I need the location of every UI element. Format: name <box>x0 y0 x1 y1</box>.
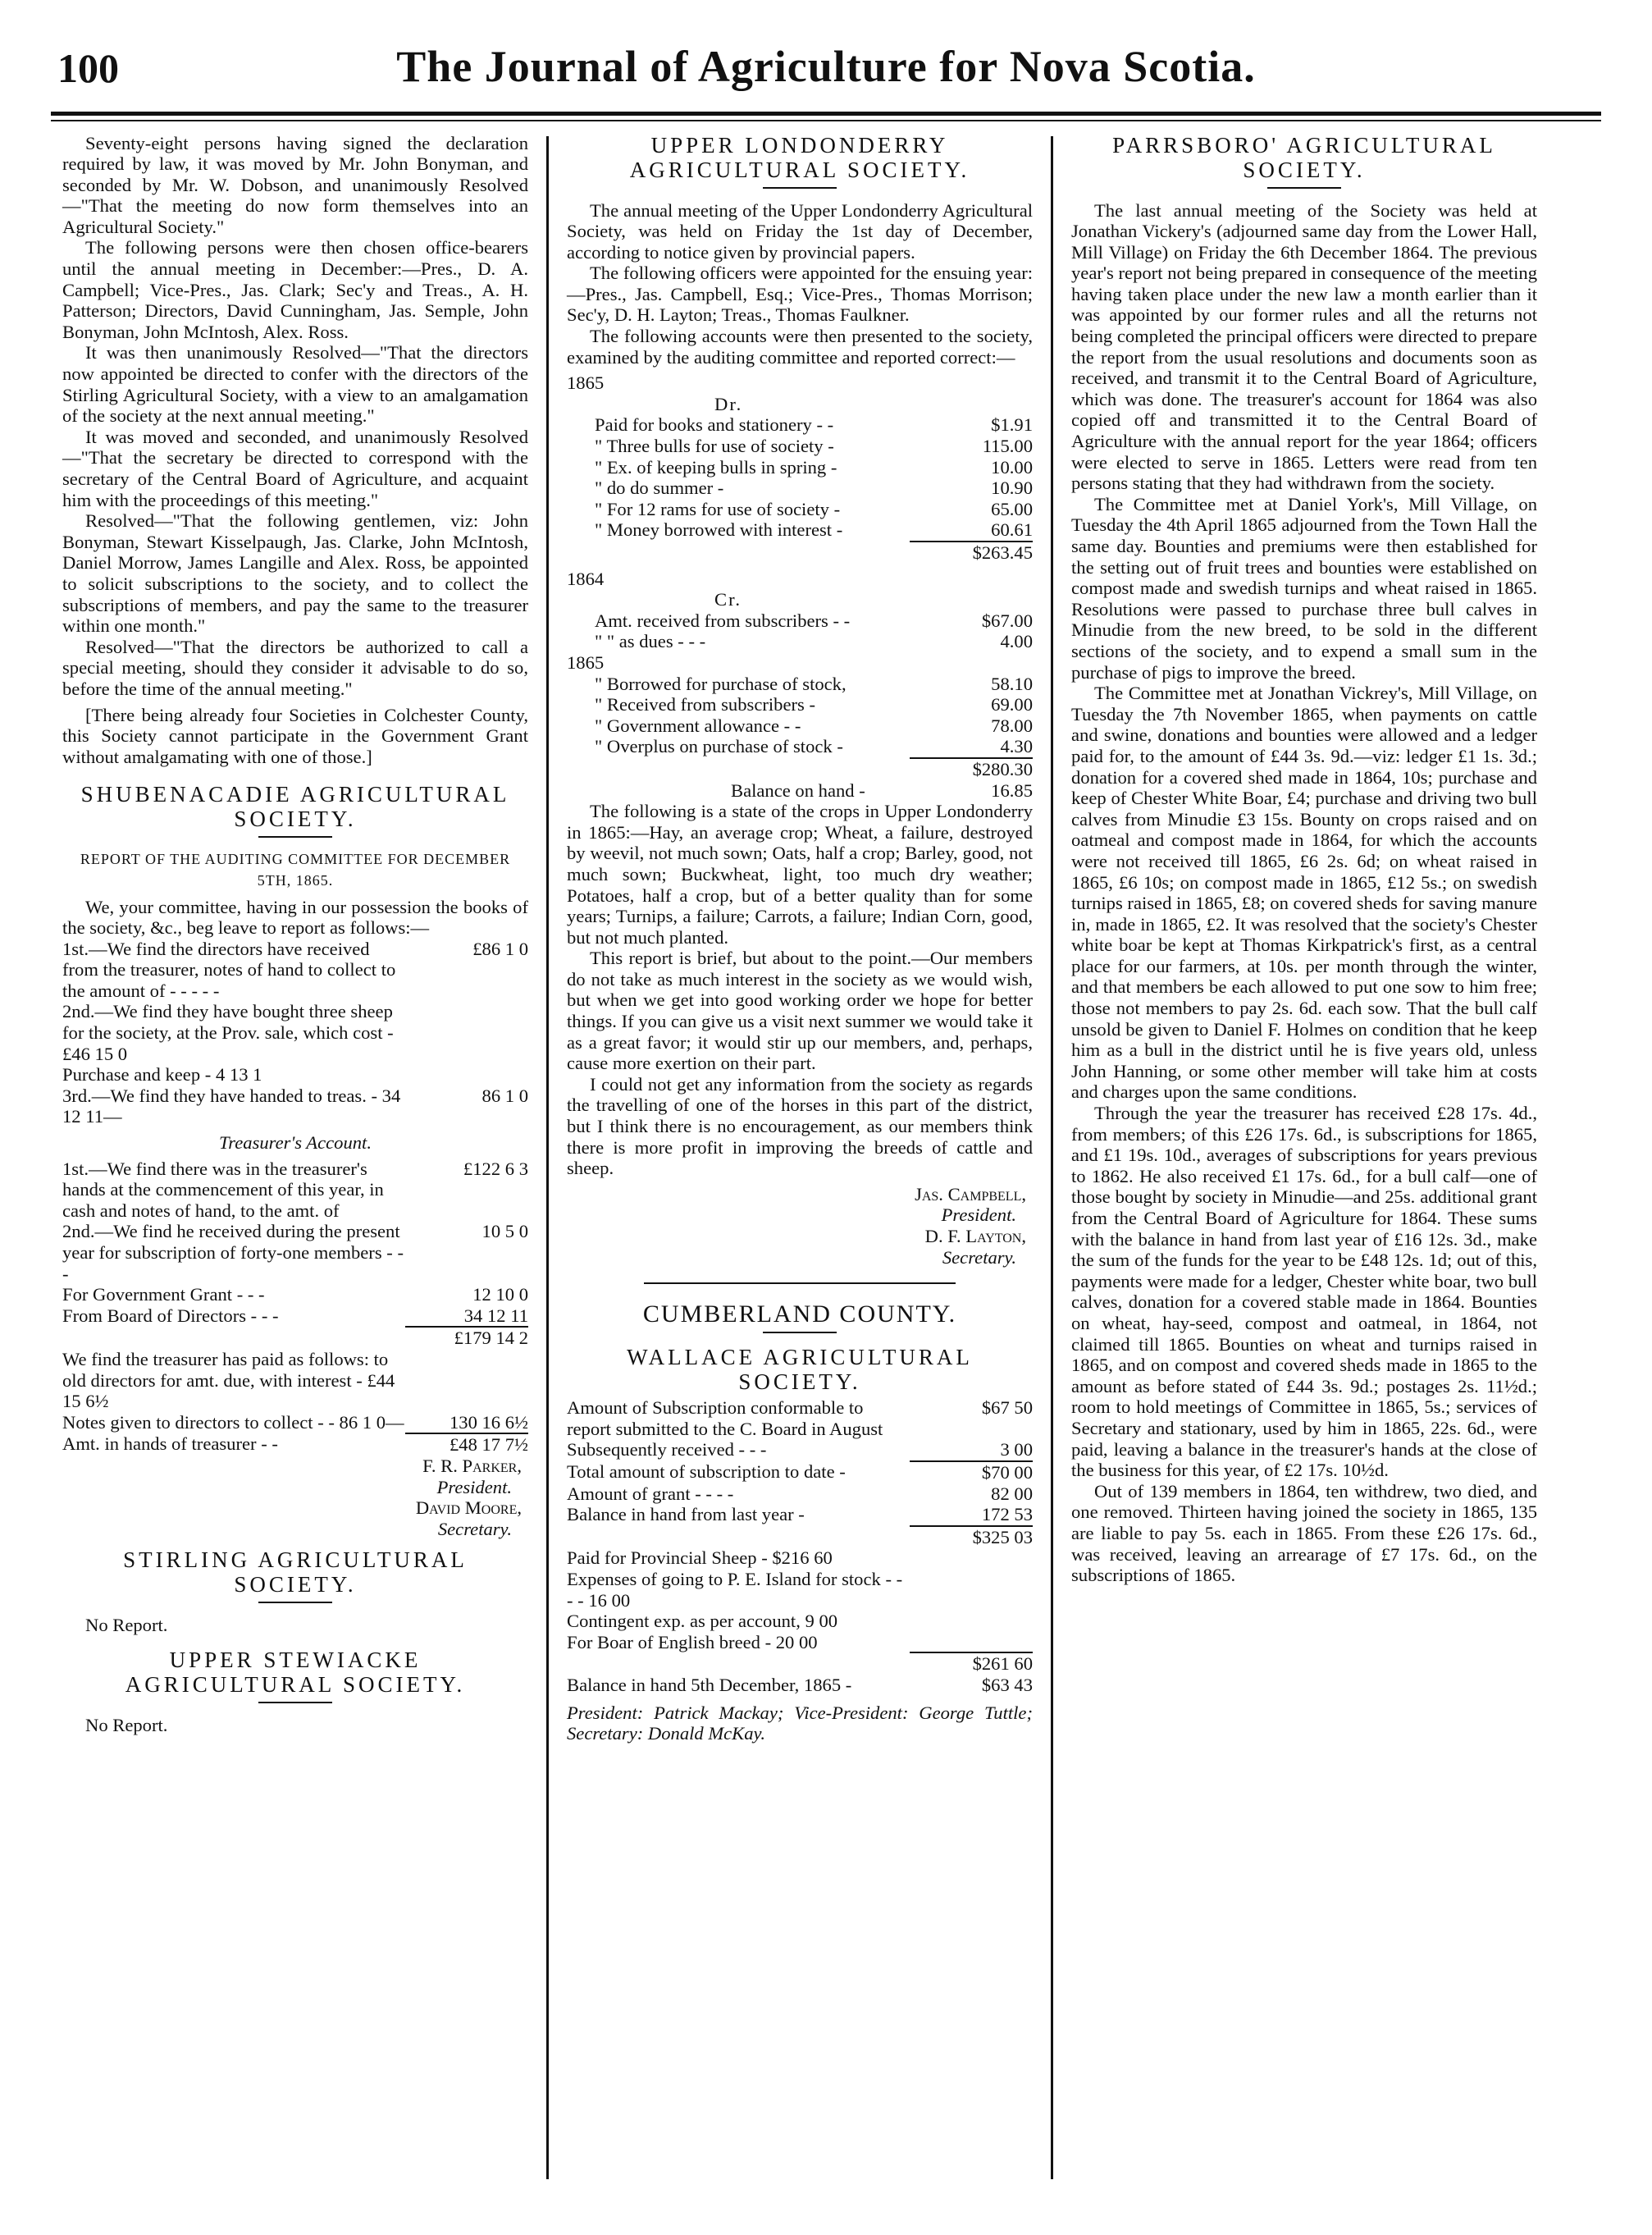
county-heading: CUMBERLAND COUNTY. <box>642 1300 957 1328</box>
signatory-role: President. <box>941 1204 1016 1226</box>
paragraph: Out of 139 members in 1864, ten withdrew, two died, and one removed. Thirteen having joined the society in 1865, 135 are liable to pay 5s. each in 1865. From these £26 17s. 6d., was received, leaving an arrearage of £7 17s. 6d., on the subscriptions of 1865. <box>1071 1480 1537 1586</box>
section-heading: WALLACE AGRICULTURAL SOCIETY. <box>627 1345 973 1395</box>
paragraph: Resolved—"That the directors be authorized to call a special meeting, should they consider it advisable to do so, before the time of the annual meeting." <box>62 636 528 699</box>
paragraph: I could not get any information from the society as regards the travelling of one of the horses in this part of the district, but I think there is no encouragement, as our members think there is more profit in improving the breeds of cattle and sheep. <box>567 1073 1033 1179</box>
paragraph: The Committee met at Daniel York's, Mill Village, on Tuesday the 4th April 1865 adjourned from the Town Hall the same day. Bounties and premiums were then established for the setting out of fruit trees and bounties were established on compost made and swedish turnips and wheat raised in 1865. Resolutions were passed to purchase three bull calves in Minudie from the new breed, to be sold in the different sections of the society, and to expend a small sum in the purchase of pigs to improve the breed. <box>1071 493 1537 683</box>
total-amount: $280.30 <box>910 758 1033 780</box>
total-row <box>567 1526 1033 1548</box>
paragraph: Through the year the treasurer has received £28 17s. 4d., from members; of this £26 17s. 6d., is subscriptions for 1865, and £1 19s. 10d., averages of subscriptions for years previous to 1862. He also received £1 17s. 6d., for a bull calf—one of those bought by society in Minudie—and 25s. additional grant from the Central Board of Agriculture for 1864. These sums with the balance in hand from last year of £16 12s. 3d., make the sum of the funds for the year to be £48 12s. 1d; out of this, payments were made for a ledger, Chester white boar, two bull calves, donation for a covered stable made in 1864. Bounties on wheat, hay-seed, compost and oatmeal, in 1864, not claimed till 1865. Bounties on wheat and turnips raised in 1865, and on compost and covered sheds made in 1865 to the amount as before stated of £44 3s. 9d.; postages 2s. 11½d.; room to hold meetings of Committee in 1865, 5s.; services of Secretary and stationary, used by him in 1865, 22s. 6d., were paid, leaving a balance in the treasurer's hands at the close of the business for this year, of £2 17s. 10½d. <box>1071 1103 1537 1481</box>
balance-row <box>567 780 1033 802</box>
paragraph: The Committee met at Jonathan Vickrey's, Mill Village, on Tuesday the 7th November 1865, when payments on cattle and swine, donations and bounties were allowed and a ledger paid for, to the amount of £44 3s. 9d.—viz: ledger £1 1s. 3d.; donation for a covered shed made in 1864, 10s; purchase and keep of Chester White Boar, £4; purchase and driving two bull calves from Minudie £3 15s. Bounty on crops raised and on oatmeal and compost made in 1864, for which the accounts were not received till 1865, £6 2s. 6d; on wheat raised in 1865, £6 10s; on compost made in 1865, £12 5s.; on swedish turnips raised in 1865, £8; on covered sheds for saving manure in, made in 1865, £2. It was resolved that the society's Chester white boar be kept at Thomas Kirkpatrick's first, as a central place for our farmers, at 10s. per month through the winter, and that members be each allowed to put one sow to him free; those not members to pay 2s. 6d. each sow. That the bull calf unsold be given to Daniel F. Holmes on condition that he keep him as a bull in the district until he is five years old, unless John Hanning, or some other member will take him at costs and charges upon the same conditions. <box>1071 683 1537 1103</box>
row-amount: 10.90 <box>991 478 1033 499</box>
table-row <box>567 1397 1033 1439</box>
table-row <box>567 478 1033 499</box>
paragraph: The annual meeting of the Upper Londonderry Agricultural Society, was held on Friday the 1st day of December, according to notice given by provincial papers. <box>567 199 1033 263</box>
column-rule <box>546 136 549 2179</box>
row-amount: 4.00 <box>1000 631 1033 652</box>
signatory-name: David Moore, <box>415 1497 522 1519</box>
total-row <box>567 758 1033 780</box>
paragraph: This report is brief, but about to the point.—Our members do not take as much interest in the society as we would wish, but when we get into good working order we hope for better things. If you can give us a visit next summer we would take it as a great favor; it would stir up our members, and, perhaps, cause more exertion on their part. <box>567 948 1033 1074</box>
total-amount: $325 03 <box>910 1526 1033 1548</box>
row-amount: 86 1 0 <box>481 1085 528 1106</box>
table-row <box>62 1086 528 1127</box>
total-amount: £179 14 2 <box>405 1327 528 1349</box>
column-3 <box>1060 125 1549 2192</box>
dr-account-table <box>567 372 1033 563</box>
row-text: Amount of Subscription conformable to report submitted to the C. Board in August <box>567 1397 883 1439</box>
section-rule <box>763 187 837 189</box>
table-row <box>567 1611 1033 1632</box>
row-amount: 12 10 0 <box>472 1284 528 1305</box>
row-amount: 69.00 <box>991 694 1033 715</box>
row-amount: 130 16 6½ <box>449 1411 528 1433</box>
balance-row <box>62 1433 528 1456</box>
balance-label: Amt. in hands of treasurer - - <box>62 1433 278 1455</box>
wallace-account-table <box>567 1397 1033 1695</box>
section-heading: SHUBENACADIE AGRICULTURAL SOCIETY. <box>80 782 510 832</box>
row-text: 3rd.—We find they have handed to treas. - 34 12 11— <box>62 1085 401 1127</box>
row-amount: 34 12 11 <box>463 1305 528 1326</box>
total-amount: $263.45 <box>910 542 1033 564</box>
balance-amount: 16.85 <box>991 779 1033 801</box>
table-row <box>567 589 1033 610</box>
section-rule <box>1267 187 1341 189</box>
table-row <box>567 1632 1033 1653</box>
table-row <box>62 1412 528 1434</box>
cr-account-table <box>567 569 1033 802</box>
row-amount: 60.61 <box>991 519 1033 541</box>
row-text: Amt. received from subscribers - - <box>595 610 851 631</box>
row-text: " Money borrowed with interest - <box>595 519 843 541</box>
row-text: Contingent exp. as per account, 9 00 <box>567 1611 838 1632</box>
row-text: 2nd.—We find he received during the present year for subscription of forty-one members - - - <box>62 1221 404 1284</box>
paragraph: It was then unanimously Resolved—"That the directors now appointed be directed to confer with the directors of the Stirling Agricultural Society, with a view to an amalgamation of the society at the next annual meeting." <box>62 342 528 427</box>
table-row <box>567 1504 1033 1526</box>
auditing-table <box>62 939 528 1127</box>
signatory-role: Secretary. <box>942 1246 1016 1268</box>
table-row <box>62 1349 528 1412</box>
total-row <box>567 542 1033 564</box>
table-row <box>567 736 1033 758</box>
signatory-name: D. F. Layton, <box>924 1226 1026 1246</box>
section-subheading: REPORT OF THE AUDITING COMMITTEE FOR DECEMBER 5TH, 1865. <box>80 851 511 889</box>
section-rule <box>258 1602 332 1603</box>
total-row <box>62 1327 528 1349</box>
table-row <box>567 414 1033 436</box>
row-amount: $67.00 <box>981 610 1033 631</box>
row-text: Expenses of going to P. E. Island for stock - - - - 16 00 <box>567 1568 903 1611</box>
section-heading: PARRSBORO' AGRICULTURAL SOCIETY. <box>1112 132 1496 182</box>
table-row <box>567 1483 1033 1505</box>
row-text: Notes given to directors to collect - - 86 1 0— <box>62 1411 404 1433</box>
table-row <box>567 569 1033 590</box>
row-amount: £86 1 0 <box>472 938 528 959</box>
row-amount <box>405 1349 528 1412</box>
row-text: For Boar of English breed - 20 00 <box>567 1631 818 1652</box>
row-text: " Government allowance - - <box>595 715 801 736</box>
column-2 <box>555 125 1044 2192</box>
row-text: Purchase and keep - 4 13 1 <box>62 1064 262 1086</box>
total-amount: $261 60 <box>910 1652 1033 1675</box>
paragraph: It was moved and seconded, and unanimously Resolved—"That the secretary be directed to correspond with the secretary of the Central Board of Agriculture, and acquaint him with the proceedings of this meeting." <box>62 426 528 510</box>
columns <box>51 125 1601 2192</box>
officers-line: President: Patrick Mackay; Vice-President: George Tuttle; Secretary: Donald McKay. <box>567 1702 1033 1744</box>
paragraph: The last annual meeting of the Society was held at Jonathan Vickery's (adjourned same day from the Lower Hall, Mill Village) on Friday the 6th December 1864. The previous year's report not being prepared in consequence of the meeting having taken place under the new law a month earlier than it was appointed by our former rules and all the returns not being completed the principal officers were directed to prepare the report from the usual resolutions and documents soon as received, and transmit it to the Central Board of Agriculture, which was done. The treasurer's account for 1864 was also copied off and transmitted it to the Central Board of Agriculture with the annual report for the year 1864; officers were elected to serve in 1865. Letters were read from ten persons stating that they had withdrawn from the society. <box>1071 199 1537 494</box>
row-amount: $1.91 <box>991 414 1033 436</box>
balance-amount: $63 43 <box>981 1674 1033 1695</box>
table-row <box>62 1284 528 1305</box>
table-row <box>567 519 1033 542</box>
table-row <box>62 1221 528 1284</box>
section-rule <box>258 1702 332 1703</box>
paragraph: No Report. <box>85 1714 168 1735</box>
row-text: From Board of Directors - - - <box>62 1305 279 1326</box>
table-row <box>62 1159 528 1222</box>
row-text: " For 12 rams for use of society - <box>595 498 841 519</box>
running-head: The Journal of Agriculture for Nova Scotia. <box>396 42 1256 91</box>
row-amount: 115.00 <box>982 436 1033 457</box>
paragraph: The following is a state of the crops in Upper Londonderry in 1865:—Hay, an average crop; Wheat, a failure, destroyed by weevil, not much sown; Oats, half a crop; Barley, good, not much sown; Buckwheat, light, too much dry weather; Potatoes, half a crop, but of a better quality than for some years; Turnips, a failure; Carrots, a failure; Indian Corn, good, but not much planted. <box>567 801 1033 948</box>
row-text: Subsequently received - - - <box>567 1439 767 1460</box>
paragraph: We, your committee, having in our possession the books of the society, &c., beg leave to report as follows:— <box>62 896 528 939</box>
column-rule <box>1051 136 1053 2179</box>
balance-label: Balance on hand - <box>731 779 865 801</box>
year: 1864 <box>567 568 605 589</box>
table-row <box>62 939 528 1002</box>
table-row <box>567 499 1033 520</box>
section-heading: UPPER LONDONDERRY AGRICULTURAL SOCIETY. <box>629 132 970 182</box>
paragraph: Resolved—"That the following gentlemen, viz: John Bonyman, Stewart Kisselpaugh, Jas. Clarke, John McIntosh, Daniel Morrow, James Langille and Alex. Ross, be appointed to solicit subscriptions to the society, and to collect the subscriptions of members, and pay the same to the treasurer within one month." <box>62 510 528 637</box>
row-amount: 172 53 <box>981 1504 1033 1525</box>
row-amount <box>405 1064 528 1086</box>
row-text: " Overplus on purchase of stock - <box>595 736 843 757</box>
table-row <box>567 715 1033 737</box>
table-row <box>62 1001 528 1064</box>
table-row <box>567 652 1033 674</box>
balance-amount: £48 17 7½ <box>405 1433 528 1456</box>
row-text: " " as dues - - - <box>595 631 706 652</box>
row-amount: £122 6 3 <box>463 1158 528 1179</box>
row-amount <box>405 1001 528 1064</box>
row-text: 1st.—We find the directors have received from the treasurer, notes of hand to collect to the amount of - - - - - <box>62 938 396 1001</box>
row-text: Balance in hand from last year - <box>567 1504 805 1525</box>
editor-note: [There being already four Societies in Colchester County, this Society cannot participate in the Government Grant without amalgamating with one of those.] <box>62 704 528 767</box>
row-amount: $70 00 <box>910 1461 1033 1483</box>
row-amount: 65.00 <box>991 498 1033 519</box>
treasurer-table <box>62 1159 528 1456</box>
table-row <box>567 1547 1033 1569</box>
row-amount: 78.00 <box>991 715 1033 736</box>
signatory-role: President. <box>436 1476 512 1497</box>
year: 1865 <box>567 372 605 394</box>
year: 1865 <box>567 651 605 673</box>
row-text: Paid for books and stationery - - <box>595 414 834 436</box>
table-row <box>567 372 1033 394</box>
total-row <box>567 1652 1033 1675</box>
row-amount: $67 50 <box>981 1397 1033 1419</box>
row-amount: 10 5 0 <box>481 1221 528 1242</box>
signatory-name: Jas. Campbell, <box>915 1183 1026 1204</box>
signature-block <box>567 1184 1026 1268</box>
row-amount: 58.10 <box>991 673 1033 694</box>
paragraph: The following accounts were then presented to the society, examined by the auditing committee and reported correct:— <box>567 326 1033 368</box>
paragraph: The following persons were then chosen office-bearers until the annual meeting in December:—Pres., D. A. Campbell; Vice-Pres., Jas. Clark; Sec'y and Treas., A. H. Patterson; Directors, David Cunningham, Jas. Semple, John Bonyman, John McIntosh, Alex. Ross. <box>62 237 528 342</box>
table-row <box>567 394 1033 415</box>
row-text: Paid for Provincial Sheep - $216 60 <box>567 1547 833 1569</box>
row-text: " Borrowed for purchase of stock, <box>595 673 847 694</box>
paragraph: Seventy-eight persons having signed the declaration required by law, it was moved by Mr. John Bonyman, and seconded by Mr. W. Dobson, and unanimously Resolved—"That the meeting do now form themselves into an Agricultural Society." <box>62 132 528 237</box>
section-divider <box>644 1282 956 1284</box>
section-heading: STIRLING AGRICULTURAL SOCIETY. <box>123 1547 468 1597</box>
table-row <box>567 1439 1033 1461</box>
row-text: We find the treasurer has paid as follows: to old directors for amt. due, with interest - £44 15 6½ <box>62 1348 395 1412</box>
paragraph: The following officers were appointed for the ensuing year:—Pres., Jas. Campbell, Esq.; Vice-Pres., Thomas Morrison; Sec'y, D. H. Layton; Treas., Thomas Faulkner. <box>567 263 1033 326</box>
section-rule <box>763 1332 837 1333</box>
row-text: " Three bulls for use of society - <box>595 436 834 457</box>
table-row <box>567 631 1033 652</box>
table-row <box>567 457 1033 478</box>
table-row <box>62 1064 528 1086</box>
row-text: " Ex. of keeping bulls in spring - <box>595 456 837 478</box>
header-rule-thick <box>51 112 1601 116</box>
table-row <box>567 1569 1033 1611</box>
row-amount: 3 00 <box>1000 1439 1033 1460</box>
row-amount: 82 00 <box>991 1483 1033 1504</box>
account-side: Cr. <box>714 589 742 610</box>
balance-label: Balance in hand 5th December, 1865 - <box>567 1674 852 1695</box>
column-1 <box>51 125 540 2192</box>
row-text: Amount of grant - - - - <box>567 1483 734 1504</box>
row-text: " do do summer - <box>595 478 724 499</box>
paragraph: No Report. <box>85 1615 168 1636</box>
row-text: For Government Grant - - - <box>62 1284 265 1305</box>
row-amount: 4.30 <box>1000 736 1033 757</box>
row-text: 2nd.—We find they have bought three sheep for the society, at the Prov. sale, which cost - £46 15 0 <box>62 1001 394 1064</box>
row-text: Total amount of subscription to date - <box>567 1460 846 1482</box>
page-number: 100 <box>57 45 119 91</box>
row-amount: 10.00 <box>991 456 1033 478</box>
signatory-role: Secretary. <box>437 1518 512 1539</box>
section-heading: UPPER STEWIACKE AGRICULTURAL SOCIETY. <box>125 1647 466 1697</box>
header-rule-thin <box>51 120 1601 121</box>
balance-row <box>567 1675 1033 1696</box>
table-row <box>62 1305 528 1328</box>
table-row <box>567 1461 1033 1483</box>
table-row <box>567 610 1033 632</box>
table-row <box>567 674 1033 695</box>
table-row <box>567 436 1033 457</box>
table-row <box>567 694 1033 715</box>
account-heading: Treasurer's Account. <box>218 1132 372 1154</box>
signatory-name: F. R. Parker, <box>422 1455 522 1476</box>
signature-block <box>62 1456 522 1539</box>
page-header <box>51 39 1601 112</box>
row-text: 1st.—We find there was in the treasurer's hands at the commencement of this year, in cash and notes of hand, to the amt. of <box>62 1158 384 1221</box>
account-side: Dr. <box>714 393 743 414</box>
section-rule <box>258 836 332 838</box>
row-text: " Received from subscribers - <box>595 694 815 715</box>
